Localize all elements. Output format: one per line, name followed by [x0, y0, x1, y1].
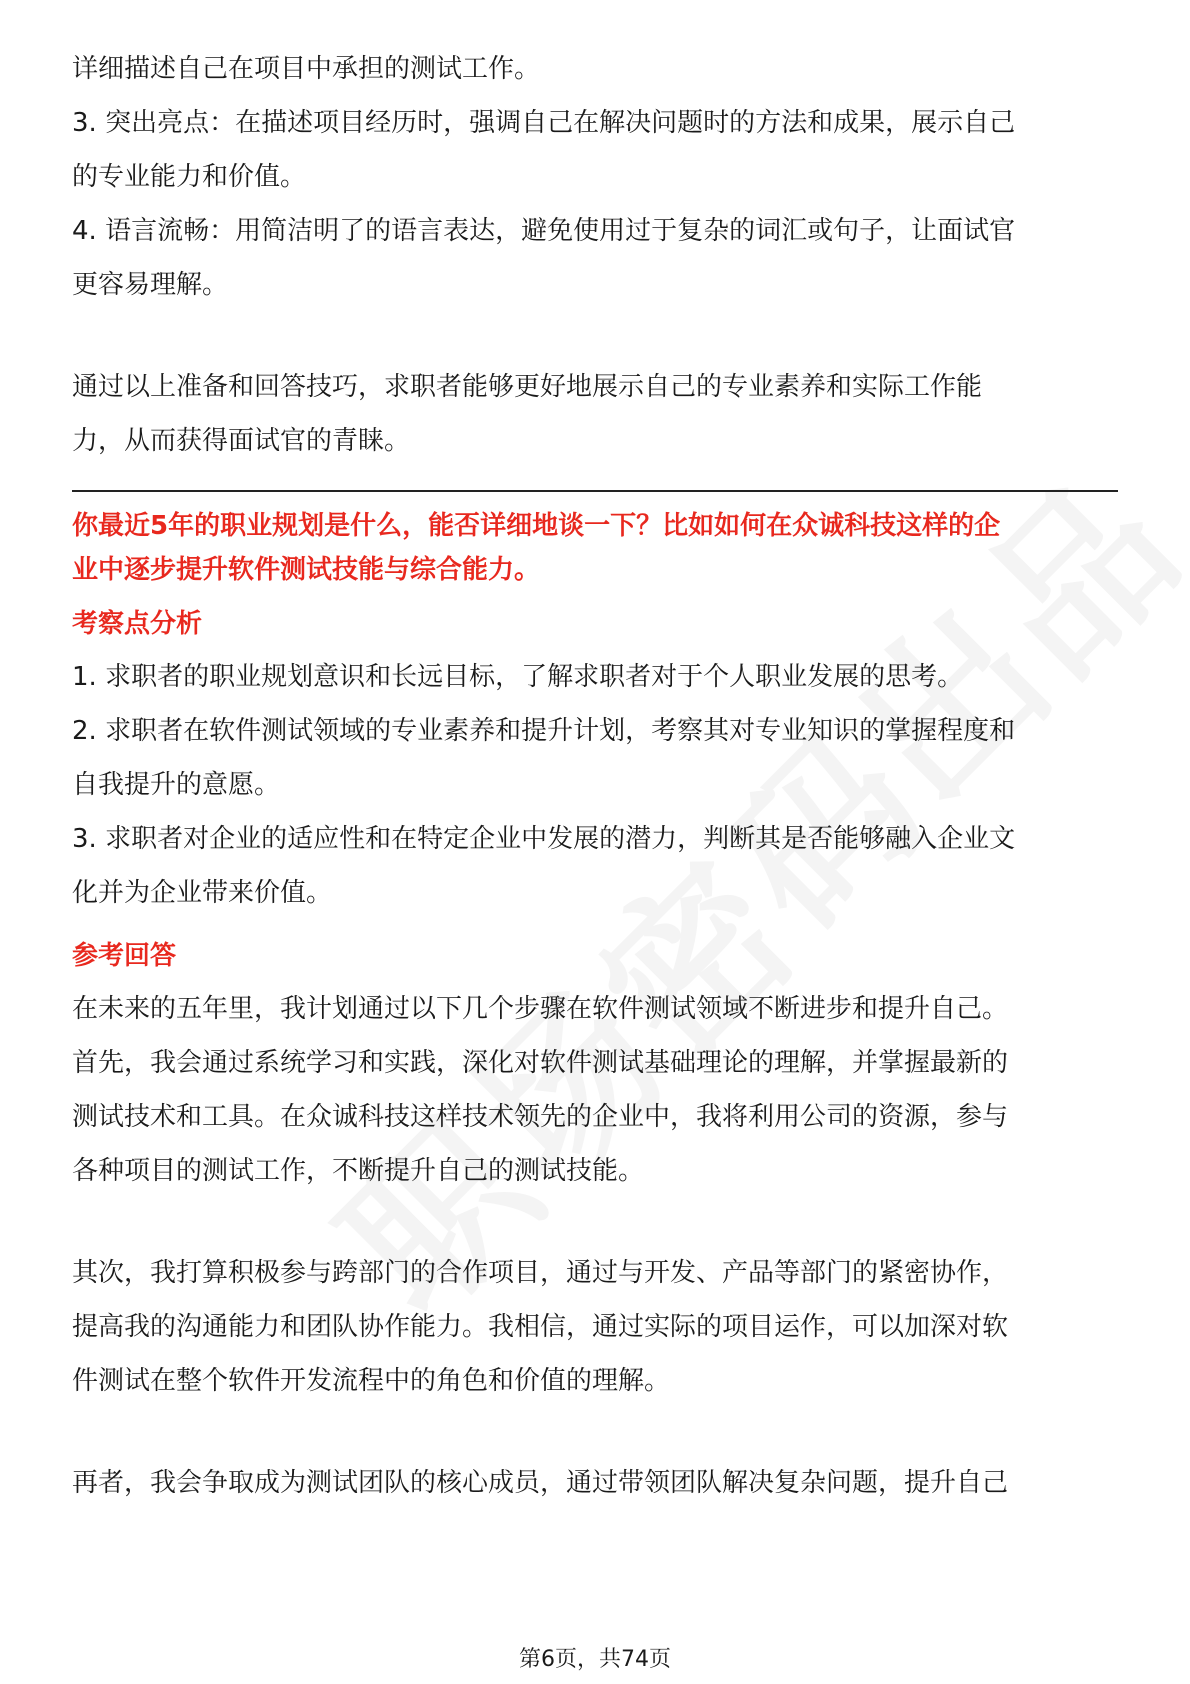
- text-line: 力，从而获得面试官的青睐。: [72, 426, 411, 456]
- text-line: 各种项目的测试工作，不断提升自己的测试技能。: [72, 1156, 645, 1186]
- text-line: 3. 求职者对企业的适应性和在特定企业中发展的潜力，判断其是否能够融入企业文: [72, 824, 1016, 854]
- question-line: 业中逐步提升软件测试技能与综合能力。: [72, 555, 541, 585]
- analysis-list: [72, 650, 1118, 920]
- text-line: 4. 语言流畅：用简洁明了的语言表达，避免使用过于复杂的词汇或句子，让面试官: [72, 216, 1016, 246]
- text-line: 首先，我会通过系统学习和实践，深化对软件测试基础理论的理解，并掌握最新的: [72, 1048, 1009, 1078]
- text-line: 详细描述自己在项目中承担的测试工作。: [72, 54, 541, 84]
- text-line: 其次，我打算积极参与跨部门的合作项目，通过与开发、产品等部门的紧密协作，: [72, 1258, 1009, 1288]
- analysis-heading: 考察点分析: [72, 609, 203, 639]
- text-line: 2. 求职者在软件测试领域的专业素养和提升计划，考察其对专业知识的掌握程度和: [72, 716, 1016, 746]
- text-line: 测试技术和工具。在众诚科技这样技术领先的企业中，我将利用公司的资源，参与: [72, 1102, 1009, 1132]
- text-line: 自我提升的意愿。: [72, 770, 281, 800]
- answer-heading: 参考回答: [72, 941, 177, 971]
- text-line: 的专业能力和价值。: [72, 162, 307, 192]
- text-line: 在未来的五年里，我计划通过以下几个步骤在软件测试领域不断进步和提升自己。: [72, 994, 1009, 1024]
- text-line: 件测试在整个软件开发流程中的角色和价值的理解。: [72, 1366, 671, 1396]
- interview-question: [72, 504, 1118, 592]
- text-line: 1. 求职者的职业规划意识和长远目标，了解求职者对于个人职业发展的思考。: [72, 662, 964, 692]
- text-line: 化并为企业带来价值。: [72, 878, 333, 908]
- answer-paragraph-1: [72, 982, 1118, 1198]
- text-line: 更容易理解。: [72, 270, 229, 300]
- text-line: 3. 突出亮点：在描述项目经历时，强调自己在解决问题时的方法和成果，展示自己: [72, 108, 1016, 138]
- text-line: 通过以上准备和回答技巧，求职者能够更好地展示自己的专业素养和实际工作能: [72, 372, 983, 402]
- summary-paragraph: [72, 360, 1118, 468]
- text-line: 再者，我会争取成为测试团队的核心成员，通过带领团队解决复杂问题，提升自己: [72, 1468, 1009, 1498]
- question-line: 你最近5年的职业规划是什么，能否详细地谈一下？比如如何在众诚科技这样的企: [72, 511, 1001, 541]
- answer-paragraph-3: [72, 1456, 1118, 1510]
- document-page: [72, 42, 1118, 1510]
- page-number: 第6页，共74页: [519, 1647, 671, 1672]
- text-line: 提高我的沟通能力和团队协作能力。我相信，通过实际的项目运作，可以加深对软: [72, 1312, 1009, 1342]
- answer-paragraph-2: [72, 1246, 1118, 1408]
- top-continuation: [72, 42, 1118, 312]
- section-divider: [72, 490, 1118, 492]
